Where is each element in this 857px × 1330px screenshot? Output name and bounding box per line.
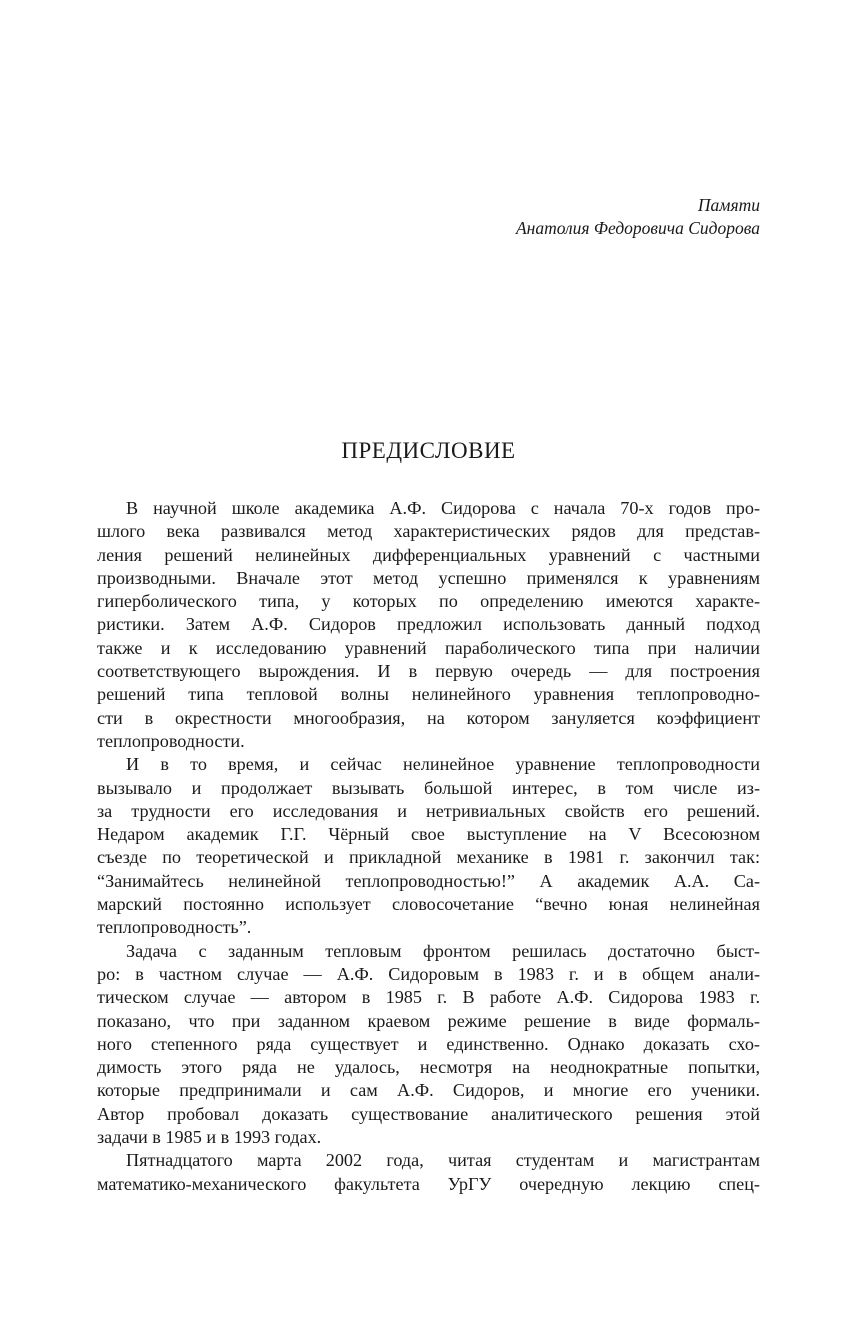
text-line: димость этого ряда не удалось, несмотря на неоднократные попытки, xyxy=(97,1057,760,1078)
dedication xyxy=(516,194,760,240)
text-line: Пятнадцатого марта 2002 года, читая студентам и магистрантам xyxy=(126,1150,760,1171)
text-line: теплопроводность”. xyxy=(97,917,252,938)
text-line: задачи в 1985 и в 1993 годах. xyxy=(97,1127,322,1148)
text-line: В научной школе академика А.Ф. Сидорова с начала 70-х годов про- xyxy=(126,498,760,518)
text-line: марский постоянно использует словосочетание “вечно юная нелинейная xyxy=(97,894,760,915)
text-line: ного степенного ряда существует и единственно. Однако доказать схо- xyxy=(97,1033,760,1054)
text-line: ления решений нелинейных дифференциальных уравнений с частными xyxy=(97,544,760,565)
text-line: соответствующего вырождения. И в первую очередь — для построения xyxy=(97,661,760,682)
text-line: тическом случае — автором в 1985 г. В работе А.Ф. Сидорова 1983 г. xyxy=(97,987,760,1008)
text-line: сти в окрестности многообразия, на котором зануляется коэффициент xyxy=(97,707,760,728)
text-line: теплопроводности. xyxy=(97,730,245,751)
text-line: ристики. Затем А.Ф. Сидоров предложил использовать данный подход xyxy=(97,614,760,635)
text-line: ро: в частном случае — А.Ф. Сидоровым в 1983 г. и в общем анали- xyxy=(97,963,760,984)
text-line: за трудности его исследования и нетривиальных свойств его решений. xyxy=(97,800,760,821)
dedication-line-1: Памяти xyxy=(697,195,760,215)
text-line: Автор пробовал доказать существование аналитического решения этой xyxy=(97,1103,760,1124)
preface-body xyxy=(97,497,760,1196)
text-line: Задача с заданным тепловым фронтом решилась достаточно быст- xyxy=(126,940,760,961)
text-line: гиперболического типа, у которых по определению имеются характе- xyxy=(97,591,760,612)
text-line: математико-механического факультета УрГУ очередную лекцию спец- xyxy=(97,1173,760,1194)
text-line: также и к исследованию уравнений параболического типа при наличии xyxy=(97,637,760,658)
text-line: которые предпринимали и сам А.Ф. Сидоров, и многие его ученики. xyxy=(97,1080,760,1101)
text-line: решений типа тепловой волны нелинейного уравнения теплопроводно- xyxy=(97,684,760,705)
text-line: показано, что при заданном краевом режиме решение в виде формаль- xyxy=(97,1010,760,1031)
text-line: Недаром академик Г.Г. Чёрный свое выступление на V Всесоюзном xyxy=(97,824,760,845)
text-line: съезде по теоретической и прикладной механике в 1981 г. закончил так: xyxy=(97,847,760,868)
text-line: И в то время, и сейчас нелинейное уравнение теплопроводности xyxy=(126,754,760,775)
text-line: шлого века развивался метод характеристических рядов для представ- xyxy=(97,521,760,542)
text-line: “Занимайтесь нелинейной теплопроводностью!” А академик А.А. Са- xyxy=(97,870,760,891)
text-line: производными. Вначале этот метод успешно применялся к уравнениям xyxy=(97,567,760,588)
preface-heading: ПРЕДИСЛОВИЕ xyxy=(341,438,516,463)
dedication-line-2: Анатолия Федоровича Сидорова xyxy=(515,218,760,238)
text-line: вызывало и продолжает вызывать большой интерес, в том числе из- xyxy=(97,777,760,798)
